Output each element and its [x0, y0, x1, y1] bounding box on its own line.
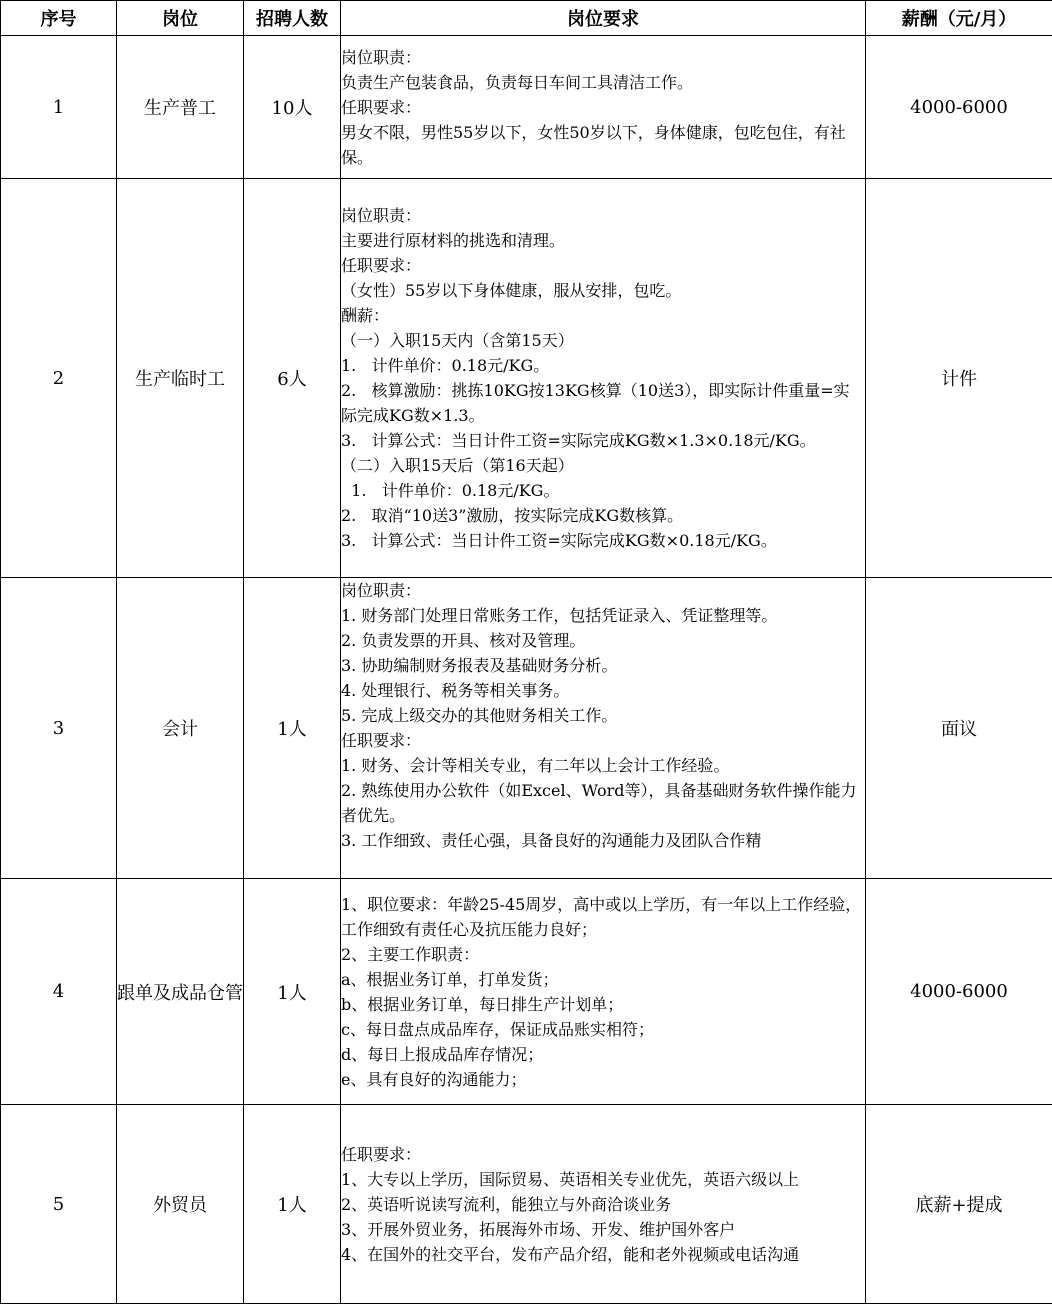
- requirement-line: 岗位职责：: [341, 206, 422, 225]
- row-count: 1人: [244, 578, 341, 879]
- row-position: 生产普工: [117, 36, 244, 179]
- row-requirements: [341, 879, 866, 1105]
- requirement-line: 任职要求：: [341, 1144, 422, 1164]
- requirement-line: 负责生产包装食品，负责每日车间工具清洁工作。: [341, 72, 694, 92]
- requirement-line: 1、大专以上学历，国际贸易、英语相关专业优先，英语六级以上: [341, 1169, 800, 1189]
- requirement-line: 男女不限，男性55岁以下，女性50岁以下，身体健康，包吃包住，有社保。: [341, 122, 846, 167]
- requirement-line: 3. 工作细致、责任心强，具备良好的沟通能力及团队合作精: [341, 831, 762, 850]
- row-index: 3: [1, 578, 117, 879]
- requirement-line: e、具有良好的沟通能力；: [341, 1069, 527, 1089]
- requirement-line: c、每日盘点成品库存，保证成品账实相符；: [341, 1019, 654, 1039]
- row-index: 1: [1, 36, 117, 179]
- header-requirements: 岗位要求: [341, 1, 866, 36]
- header-position: 岗位: [117, 1, 244, 36]
- header-index: 序号: [1, 1, 117, 36]
- row-position: 跟单及成品仓管: [117, 879, 244, 1105]
- requirement-line: 酬薪：: [341, 306, 390, 325]
- requirement-line: 3、开展外贸业务，拓展海外市场、开发、维护国外客户: [341, 1219, 736, 1239]
- row-count: 1人: [244, 1105, 341, 1304]
- header-count: 招聘人数: [244, 1, 341, 36]
- requirement-line: 任职要求：: [341, 731, 422, 750]
- row-position: 会计: [117, 578, 244, 879]
- row-position: 外贸员: [117, 1105, 244, 1304]
- row-count: 6人: [244, 179, 341, 578]
- requirement-line: 2、英语听说读写流利，能独立与外商洽谈业务: [341, 1194, 672, 1214]
- requirement-line: （女性）55岁以下身体健康，服从安排，包吃。: [341, 281, 682, 300]
- row-salary: 底薪+提成: [866, 1105, 1052, 1304]
- table-row: [1, 1105, 1052, 1304]
- requirement-line: 1、职位要求：年龄25-45周岁，高中或以上学历，有一年以上工作经验，工作细致有责任心及抗压能力良好；: [341, 894, 862, 939]
- requirement-line: 1. 财务、会计等相关专业，有二年以上会计工作经验。: [341, 756, 730, 775]
- requirement-line: 1. 计件单价：0.18元/KG。: [341, 356, 550, 375]
- requirement-line: a、根据业务订单，打单发货；: [341, 969, 559, 989]
- requirement-line: 1. 财务部门处理日常账务工作，包括凭证录入、凭证整理等。: [341, 606, 778, 625]
- requirement-line: 任职要求：: [341, 97, 422, 117]
- table-row: [1, 179, 1052, 578]
- row-salary: 计件: [866, 179, 1052, 578]
- row-salary: 4000-6000: [866, 36, 1052, 179]
- requirement-line: 主要进行原材料的挑选和清理。: [341, 231, 566, 250]
- requirement-line: 2、主要工作职责：: [341, 944, 480, 964]
- requirement-line: d、每日上报成品库存情况；: [341, 1044, 544, 1064]
- requirements-clip: [341, 578, 865, 878]
- header-salary: 薪酬（元/月）: [866, 1, 1052, 36]
- requirement-line: 2. 取消“10送3”激励，按实际完成KG数核算。: [341, 506, 684, 525]
- row-salary: 面议: [866, 578, 1052, 879]
- row-count: 1人: [244, 879, 341, 1105]
- requirement-line: （二）入职15天后（第16天起）: [341, 456, 574, 475]
- row-salary: 4000-6000: [866, 879, 1052, 1105]
- table-row: [1, 879, 1052, 1105]
- requirement-line: 3. 协助编制财务报表及基础财务分析。: [341, 656, 618, 675]
- row-requirements: [341, 36, 866, 179]
- row-count: 10人: [244, 36, 341, 179]
- requirement-line: 4. 处理银行、税务等相关事务。: [341, 681, 570, 700]
- requirement-line: 任职要求：: [341, 256, 422, 275]
- row-index: 5: [1, 1105, 117, 1304]
- row-requirements: [341, 179, 866, 578]
- header-row: [1, 1, 1052, 36]
- row-index: 2: [1, 179, 117, 578]
- requirement-line: 2. 熟练使用办公软件（如Excel、Word等），具备基础财务软件操作能力者优先。: [341, 781, 857, 825]
- requirement-line: 4、在国外的社交平台，发布产品介绍，能和老外视频或电话沟通: [341, 1244, 800, 1264]
- requirement-line: 5. 完成上级交办的其他财务相关工作。: [341, 706, 618, 725]
- requirement-line: 3. 计算公式：当日计件工资=实际完成KG数×1.3×0.18元/KG。: [341, 431, 816, 450]
- row-requirements: [341, 1105, 866, 1304]
- table-row: [1, 36, 1052, 179]
- row-index: 4: [1, 879, 117, 1105]
- requirement-line: 岗位职责：: [341, 47, 422, 67]
- requirement-line: 2. 负责发票的开具、核对及管理。: [341, 631, 586, 650]
- row-position: 生产临时工: [117, 179, 244, 578]
- requirement-line: 岗位职责：: [341, 581, 422, 600]
- requirement-line: （一）入职15天内（含第15天）: [341, 331, 574, 350]
- table-row: [1, 578, 1052, 879]
- requirement-line: 2. 核算激励：挑拣10KG按13KG核算（10送3），即实际计件重量=实际完成KG数×1.3。: [341, 381, 850, 425]
- requirement-line: 1. 计件单价：0.18元/KG。: [341, 481, 560, 500]
- row-requirements: [341, 578, 866, 879]
- requirement-line: 3. 计算公式：当日计件工资=实际完成KG数×0.18元/KG。: [341, 531, 777, 550]
- requirement-line: b、根据业务订单，每日排生产计划单；: [341, 994, 624, 1014]
